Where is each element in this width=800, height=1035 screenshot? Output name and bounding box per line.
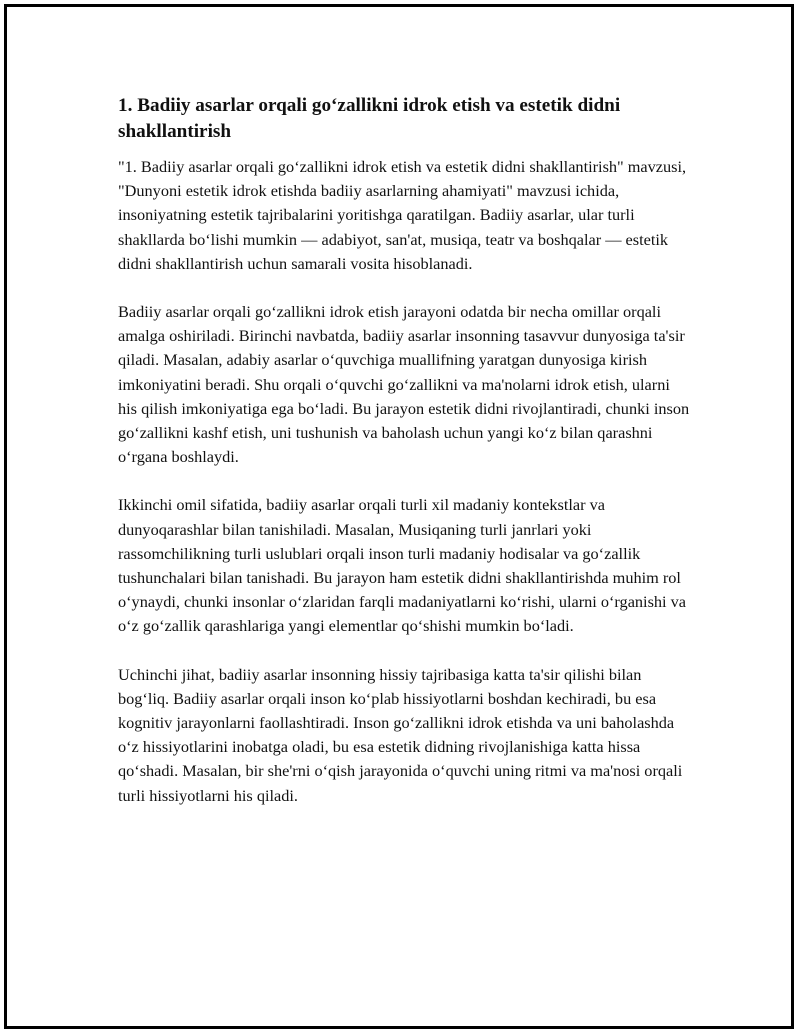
paragraph-4: Uchinchi jihat, badiiy asarlar insonning hissiy tajribasiga katta ta'sir qilishi bilan bogʻliq. Badiiy asarlar orqali inson koʻplab hissiyotlarni boshdan kechiradi, bu esa kognitiv jarayonlarni faollashtiradi. Inson goʻzallikni idrok etishda va uni baholashda oʻz hissiyotlarini inobatga oladi, bu esa estetik didning rivojlanishiga katta hissa qoʻshadi. Masalan, bir she'rni oʻqish jarayonida oʻquvchi uning ritmi va ma'nosi orqali turli hissiyotlarni his qiladi. (118, 664, 683, 805)
paragraph-2: Badiiy asarlar orqali goʻzallikni idrok etish jarayoni odatda bir necha omillar orqali amalga oshiriladi. Birinchi navbatda, badiiy asarlar insonning tasavvur dunyosiga ta'sir qiladi. Masalan, adabiy asarlar oʻquvchiga muallifning yaratgan dunyosiga kirish imkoniyatini beradi. Shu orqali oʻquvchi goʻzallikni va ma'nolarni idrok etish, ularni his qilish imkoniyatiga ega boʻladi. Bu jarayon estetik didni rivojlantiradi, chunki inson goʻzallikni kashf etish, uni tushunish va baholash uchun yangi koʻz bilan qarashni oʻrgana boshlaydi. (118, 302, 690, 467)
paragraph-1: "1. Badiiy asarlar orqali goʻzallikni idrok etish va estetik didni shakllantirish" mavzusi, "Dunyoni estetik idrok etishda badiiy asarlarning ahamiyati" mavzusi ichida, insoniyatning estetik tajribalarini yoritishga qaratilgan. Badiiy asarlar, ular turli shakllarda boʻlishi mumkin — adabiyot, san'at, musiqa, teatr va boshqalar — estetik didni shakllantirish uchun samarali vosita hisoblanadi. (118, 157, 687, 273)
paragraph-3: Ikkinchi omil sifatida, badiiy asarlar orqali turli xil madaniy kontekstlar va dunyoqarashlar bilan tanishiladi. Masalan, Musiqaning turli janrlari yoki rassomchilikning turli uslublari orqali inson turli madaniy hodisalar va goʻzallik tushunchalari bilan tanishadi. Bu jarayon ham estetik didni shakllantirishda muhim rol oʻynaydi, chunki insonlar oʻzlaridan farqli madaniyatlarni koʻrishi, ularni oʻrganishi va oʻz goʻzallik qarashlariga yangi elementlar qoʻshishi mumkin boʻladi. (118, 495, 687, 636)
document-title: 1. Badiiy asarlar orqali goʻzallikni idrok etish va estetik didni shakllantirish (118, 95, 621, 142)
document-body (118, 93, 690, 832)
